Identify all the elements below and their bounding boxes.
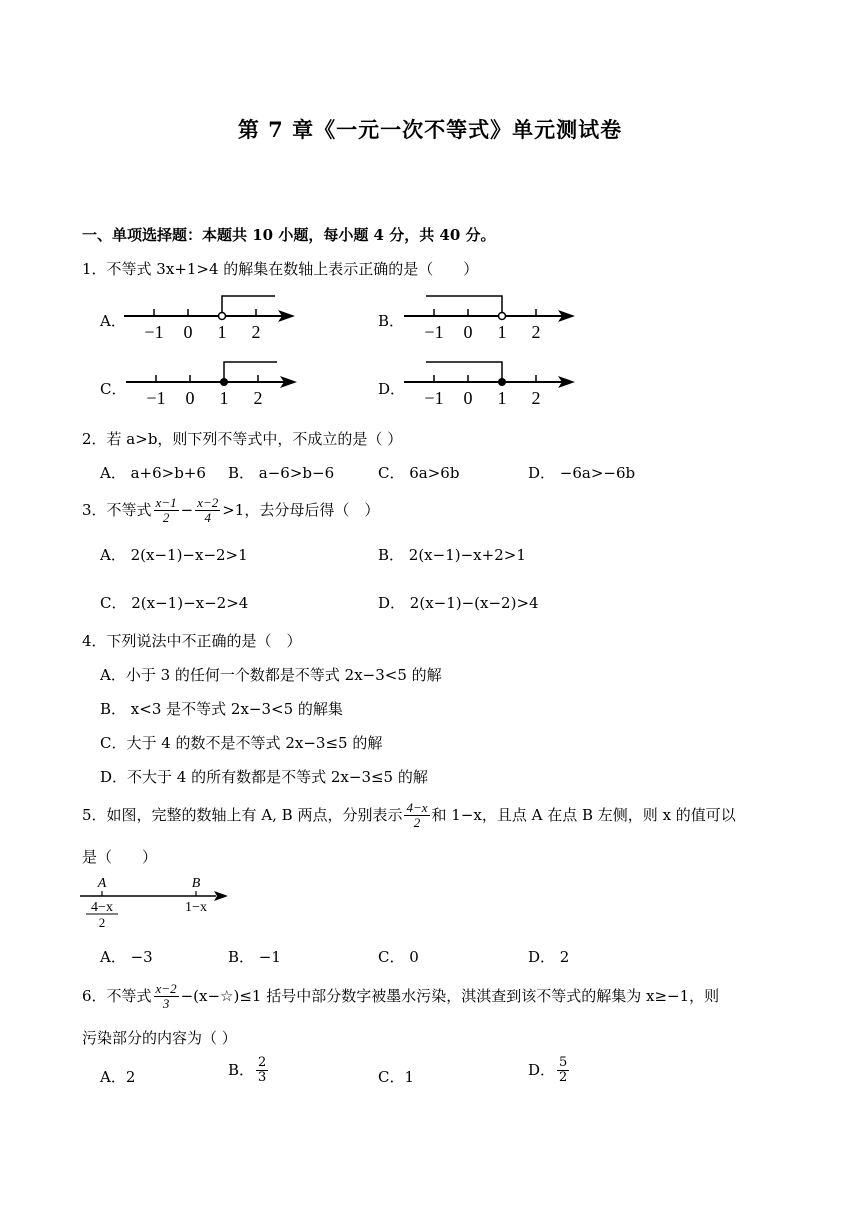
- q6-stem-suffix: −(x−☆)≤1 括号中部分数字被墨水污染，淇淇查到该不等式的解集为 x≥−1，则: [180, 986, 720, 1005]
- q6-option-c: C．1: [378, 1068, 415, 1086]
- solution-bracket: [426, 296, 502, 316]
- section-heading: 一、单项选择题：本题共 10 小题，每小题 4 分，共 40 分。: [82, 226, 496, 244]
- point-b-value: 1−x: [185, 900, 207, 915]
- q5-stem-line2: 是（ ）: [82, 848, 158, 866]
- q6-option-a: A．2: [100, 1068, 136, 1086]
- q3-fraction-1: [154, 496, 179, 526]
- q3-stem-suffix: >1，去分母后得（ ）: [222, 500, 380, 519]
- q3-minus: −: [180, 500, 194, 519]
- q6-stem-line2: 污染部分的内容为（ ）: [82, 1029, 237, 1047]
- q5-number-line-figure: [78, 872, 238, 932]
- tick-label: −1: [424, 322, 444, 342]
- fraction-numerator: x−2: [197, 495, 219, 510]
- tick-label: 0: [183, 322, 193, 342]
- q1-stem: 1．不等式 3x+1>4 的解集在数轴上表示正确的是（ ）: [82, 260, 479, 278]
- closed-point: [220, 378, 228, 386]
- q3-fraction-2: [195, 496, 220, 526]
- fraction-denominator: 2: [413, 815, 421, 831]
- axis-arrow-icon: [214, 891, 228, 901]
- q6-stem-prefix: 6．不等式: [82, 986, 152, 1005]
- q6-option-d: [528, 1056, 571, 1086]
- q5-option-b: B． −1: [228, 948, 281, 966]
- tick-label: 2: [531, 388, 541, 408]
- point-a-label: A: [97, 876, 107, 891]
- closed-point: [498, 378, 506, 386]
- q4-option-d: D．不大于 4 的所有数都是不等式 2x−3≤5 的解: [100, 768, 428, 786]
- fraction-numerator: 4−x: [406, 800, 428, 815]
- q6-option-d-fraction: [557, 1056, 569, 1086]
- fraction-denominator: 2: [559, 1070, 568, 1086]
- q6-option-b-fraction: [256, 1056, 268, 1086]
- q4-option-a: A．小于 3 的任何一个数都是不等式 2x−3<5 的解: [100, 666, 442, 684]
- fraction-numerator: x−1: [155, 495, 177, 510]
- tick-label: 0: [463, 388, 473, 408]
- tick-label: −1: [144, 322, 164, 342]
- solution-bracket: [222, 296, 275, 316]
- q4-stem: 4．下列说法中不正确的是（ ）: [82, 632, 302, 650]
- point-a-denominator: 2: [98, 915, 106, 930]
- fraction-denominator: 3: [162, 996, 170, 1012]
- solution-bracket: [426, 362, 502, 382]
- fraction-numerator: 5: [559, 1055, 568, 1070]
- tick-label: 0: [463, 322, 473, 342]
- option-label: D．: [528, 1060, 556, 1079]
- q5-option-c: C． 0: [378, 948, 419, 966]
- q2-option-a: A． a+6>b+6: [100, 464, 206, 482]
- q3-option-c: C． 2(x−1)−x−2>4: [100, 594, 249, 612]
- fraction-denominator: 3: [258, 1070, 267, 1086]
- q1-option-a-number-line: [120, 286, 305, 346]
- q4-option-c: C．大于 4 的数不是不等式 2x−3≤5 的解: [100, 734, 383, 752]
- q5-stem: [82, 801, 736, 831]
- q2-option-d: D． −6a>−6b: [528, 464, 636, 482]
- solution-bracket: [224, 362, 277, 382]
- q1-option-c-label: C．: [100, 380, 127, 398]
- tick-label: −1: [424, 388, 444, 408]
- fraction-numerator: x−2: [155, 981, 177, 996]
- fraction-numerator: 2: [258, 1055, 267, 1070]
- q5-fraction: [404, 801, 429, 831]
- point-a-numerator: 4−x: [91, 900, 113, 915]
- q1-option-b-number-line: [400, 286, 585, 346]
- q1-option-d-label: D．: [378, 380, 406, 398]
- q6-fraction: [154, 982, 179, 1012]
- tick-label: 2: [251, 322, 261, 342]
- q4-option-b: B． x<3 是不等式 2x−3<5 的解集: [100, 700, 343, 718]
- q5-stem-prefix: 5．如图，完整的数轴上有 A, B 两点，分别表示: [82, 805, 403, 824]
- tick-label: 2: [253, 388, 263, 408]
- q6-stem: [82, 982, 719, 1012]
- tick-label: 1: [497, 322, 507, 342]
- tick-label: 2: [531, 322, 541, 342]
- option-label: B．: [228, 1060, 255, 1079]
- q5-option-d: D． 2: [528, 948, 570, 966]
- q6-option-b: [228, 1056, 270, 1086]
- open-point: [219, 313, 226, 320]
- tick-label: 1: [497, 388, 507, 408]
- q5-stem-suffix: 和 1−x，且点 A 在点 B 左侧，则 x 的值可以: [431, 805, 736, 824]
- tick-label: 1: [217, 322, 227, 342]
- fraction-denominator: 2: [162, 510, 170, 526]
- q2-option-b: B． a−6>b−6: [228, 464, 335, 482]
- tick-label: 1: [219, 388, 229, 408]
- tick-label: −1: [146, 388, 166, 408]
- fraction-denominator: 4: [204, 510, 211, 526]
- page-title: 第 7 章《一元一次不等式》单元测试卷: [237, 117, 623, 142]
- q2-option-c: C． 6a>6b: [378, 464, 460, 482]
- point-b-label: B: [191, 876, 201, 891]
- q1-option-a-label: A．: [100, 312, 126, 330]
- q3-option-d: D． 2(x−1)−(x−2)>4: [378, 594, 539, 612]
- q3-stem-prefix: 3．不等式: [82, 500, 152, 519]
- q1-option-b-label: B．: [378, 312, 405, 330]
- q3-stem: [82, 496, 379, 526]
- q1-option-c-number-line: [122, 352, 307, 412]
- tick-label: 0: [185, 388, 195, 408]
- q5-option-a: A． −3: [100, 948, 153, 966]
- q2-stem: 2．若 a>b，则下列不等式中，不成立的是（ ）: [82, 430, 403, 448]
- q1-option-d-number-line: [400, 352, 585, 412]
- q3-option-b: B． 2(x−1)−x+2>1: [378, 546, 526, 564]
- q3-option-a: A． 2(x−1)−x−2>1: [100, 546, 248, 564]
- open-point: [499, 313, 506, 320]
